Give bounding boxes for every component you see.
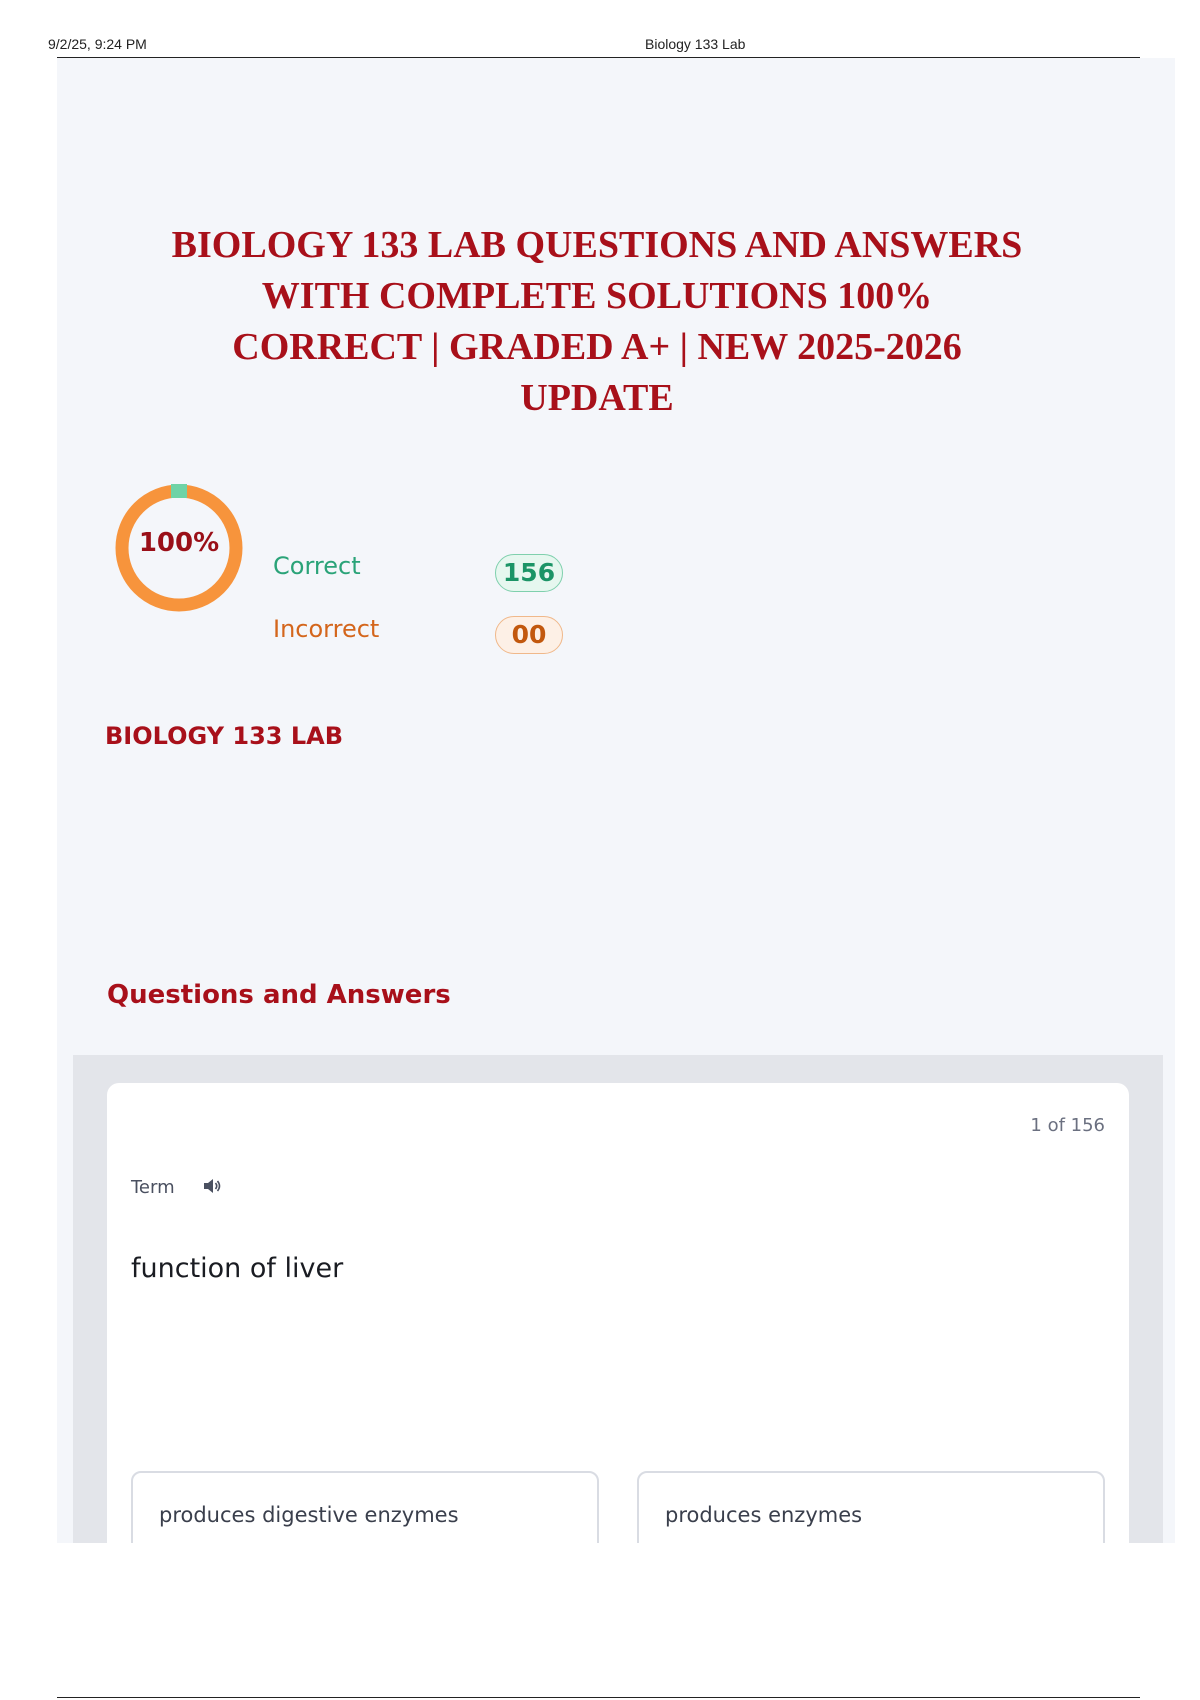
score-ring-marker	[171, 484, 187, 498]
incorrect-label: Incorrect	[273, 615, 380, 643]
answer-option[interactable]: produces enzymes	[637, 1471, 1105, 1543]
set-name: BIOLOGY 133 LAB	[105, 722, 343, 750]
term-text: function of liver	[131, 1253, 344, 1284]
flashcard-area	[73, 1055, 1163, 1543]
answer-option[interactable]: produces digestive enzymes	[131, 1471, 599, 1543]
document-title: BIOLOGY 133 LAB QUESTIONS AND ANSWERS WITH COMPLETE SOLUTIONS 100% CORRECT | GRADED A+ | NEW 2025-2026 UPDATE	[171, 224, 1023, 419]
footer-rule	[57, 1697, 1140, 1698]
card-counter: 1 of 156	[1030, 1115, 1105, 1136]
speaker-icon[interactable]	[201, 1175, 223, 1197]
incorrect-count-badge: 00	[495, 616, 563, 654]
term-label: Term	[131, 1177, 175, 1198]
score-percent: 100%	[138, 528, 220, 558]
print-header	[48, 36, 1140, 58]
correct-count-badge: 156	[495, 554, 563, 592]
flashcard	[107, 1083, 1129, 1543]
page-content	[57, 58, 1175, 1543]
print-datetime: 9/2/25, 9:24 PM	[48, 36, 147, 52]
print-page-title: Biology 133 Lab	[645, 36, 746, 52]
qa-heading: Questions and Answers	[107, 980, 451, 1010]
correct-label: Correct	[273, 552, 361, 580]
